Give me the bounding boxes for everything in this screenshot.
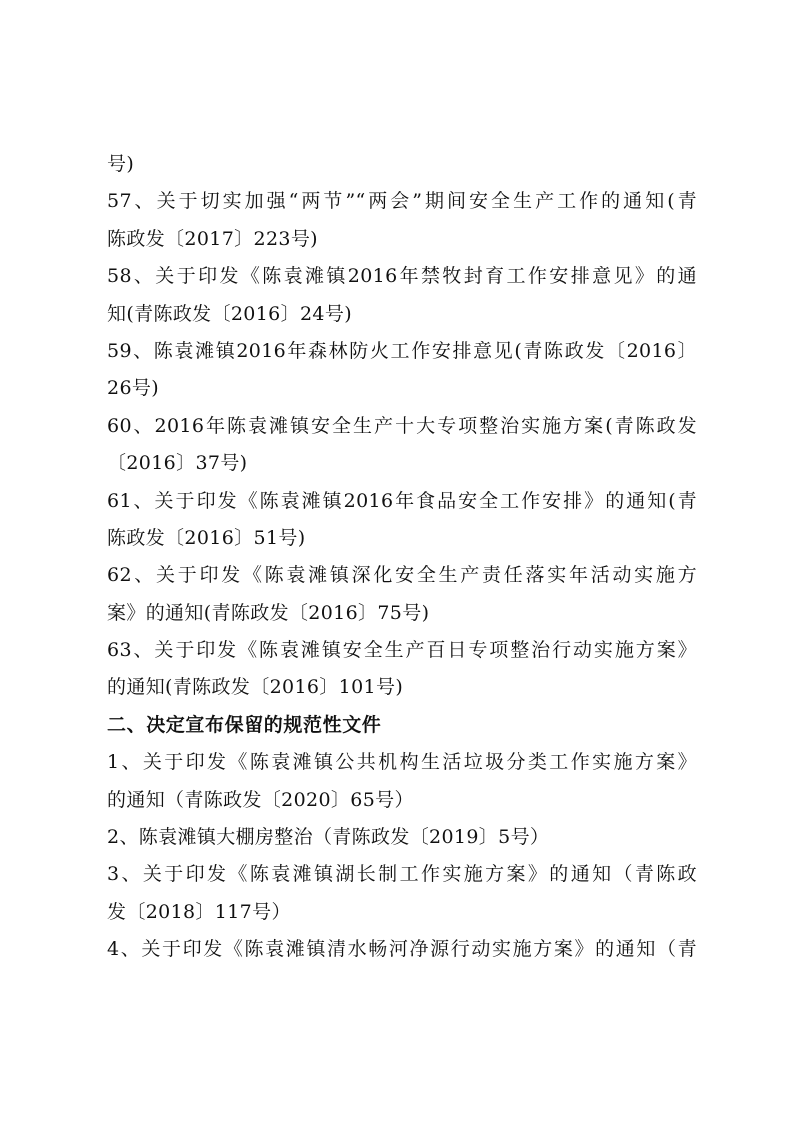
retained-item-2: 2、陈袁滩镇大棚房整治（青陈政发〔2019〕5号）	[107, 826, 550, 849]
item-58-line-1: 58、关于印发《陈袁滩镇2016年禁牧封育工作安排意见》的通	[107, 265, 697, 288]
item-62-line-1: 62、关于印发《陈袁滩镇深化安全生产责任落实年活动实施方	[107, 564, 697, 587]
item-60-line-1: 60、2016年陈袁滩镇安全生产十大专项整治实施方案(青陈政发	[107, 414, 697, 437]
retained-item-3-line-2: 发〔2018〕117号）	[107, 900, 291, 923]
retained-item-1-line-2: 的通知（青陈政发〔2020〕65号）	[107, 788, 414, 811]
item-63-line-2: 的通知(青陈政发〔2016〕101号)	[107, 676, 404, 699]
item-61-line-1: 61、关于印发《陈袁滩镇2016年食品安全工作安排》的通知(青	[107, 489, 697, 512]
item-56-continuation: 号)	[107, 153, 135, 175]
item-59-line-1: 59、陈袁滩镇2016年森林防火工作安排意见(青陈政发〔2016〕	[107, 339, 697, 362]
item-63-line-1: 63、关于印发《陈袁滩镇安全生产百日专项整治行动实施方案》	[107, 639, 697, 662]
item-61-line-2: 陈政发〔2016〕51号)	[107, 526, 306, 549]
retained-item-4-line-1: 4、关于印发《陈袁滩镇清水畅河净源行动实施方案》的通知（青	[107, 938, 697, 961]
item-57-line-2: 陈政发〔2017〕223号)	[107, 227, 318, 250]
item-62-line-2: 案》的通知(青陈政发〔2016〕75号)	[107, 601, 430, 624]
retained-item-3-line-1: 3、关于印发《陈袁滩镇湖长制工作实施方案》的通知（青陈政	[107, 863, 697, 886]
retained-item-1-line-1: 1、关于印发《陈袁滩镇公共机构生活垃圾分类工作实施方案》	[107, 751, 697, 774]
document-body	[107, 146, 697, 969]
section-heading: 二、决定宣布保留的规范性文件	[107, 713, 382, 736]
item-58-line-2: 知(青陈政发〔2016〕24号)	[107, 302, 352, 325]
item-59-line-2: 26号)	[107, 377, 159, 400]
item-57-line-1: 57、关于切实加强“两节”“两会”期间安全生产工作的通知(青	[107, 190, 697, 213]
item-60-line-2: 〔2016〕37号)	[107, 452, 248, 475]
